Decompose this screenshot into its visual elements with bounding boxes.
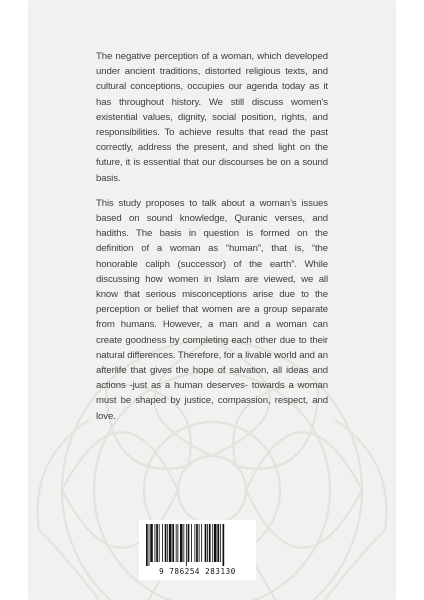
barcode-bar bbox=[146, 524, 148, 566]
barcode-bar bbox=[149, 524, 150, 566]
barcode-bar bbox=[209, 524, 211, 562]
barcode-bar bbox=[194, 524, 195, 562]
barcode-bar bbox=[150, 524, 153, 562]
barcode-bar bbox=[191, 524, 192, 562]
blurb-paragraph-1: The negative perception of a woman, which developed under ancient traditions, distorted religious texts, and cultural conceptions, occupies our agenda today as it has throughout history. We still discuss women’s existential values, dignity, social position, rights, and responsibilities. To achieve results that read the past correctly, address the present, and shed light on the future, it is essential that our discourses be on a sound basis. bbox=[96, 51, 328, 184]
isbn-barcode bbox=[139, 520, 256, 580]
barcode-bar bbox=[167, 524, 168, 562]
barcode-bar bbox=[183, 524, 184, 562]
barcode-bar bbox=[188, 524, 190, 562]
barcode-bar bbox=[186, 524, 187, 566]
barcode-bar bbox=[220, 524, 221, 562]
barcode-bar bbox=[205, 524, 207, 562]
barcode-bar bbox=[176, 524, 177, 562]
back-cover-blurb bbox=[96, 49, 328, 434]
barcode-bar bbox=[214, 524, 217, 562]
barcode-bar bbox=[169, 524, 172, 562]
isbn-number: 9 786254 283130 bbox=[159, 567, 236, 576]
barcode-bar bbox=[212, 524, 213, 562]
barcode-bar bbox=[180, 524, 183, 562]
barcode-bar bbox=[165, 524, 167, 562]
barcode-bar bbox=[162, 524, 163, 562]
back-cover bbox=[29, 0, 395, 600]
blurb-paragraph-2: This study proposes to talk about a woman’s issues based on sound knowledge, Quranic verses, and hadiths. The basis in question is formed on the definition of a woman as “human”, that is, “the honorable caliph (successor) of the earth”. While discussing how women in Islam are viewed, we all know that serious misconceptions arise due to the perception or belief that women are a group separate from humans. However, a man and a woman can create goodness by completing each other due to their natural differences. Therefore, for a livable world and an afterlife that gives the hope of salvation, all ideas and actions -just as a human deserves- towards a woman must be shaped by justice, compassion, respect, and love. bbox=[96, 197, 328, 422]
barcode-bar bbox=[156, 524, 158, 562]
barcode-bar bbox=[217, 524, 219, 562]
barcode-bar bbox=[172, 524, 174, 562]
barcode-bars bbox=[145, 524, 250, 566]
barcode-bar bbox=[201, 524, 202, 562]
barcode-bar bbox=[207, 524, 208, 562]
barcode-bar bbox=[155, 524, 156, 562]
barcode-bar bbox=[196, 524, 198, 562]
barcode-bar bbox=[223, 524, 225, 566]
barcode-bar bbox=[199, 524, 200, 562]
barcode-bar bbox=[159, 524, 160, 562]
barcode-bar bbox=[177, 524, 178, 562]
